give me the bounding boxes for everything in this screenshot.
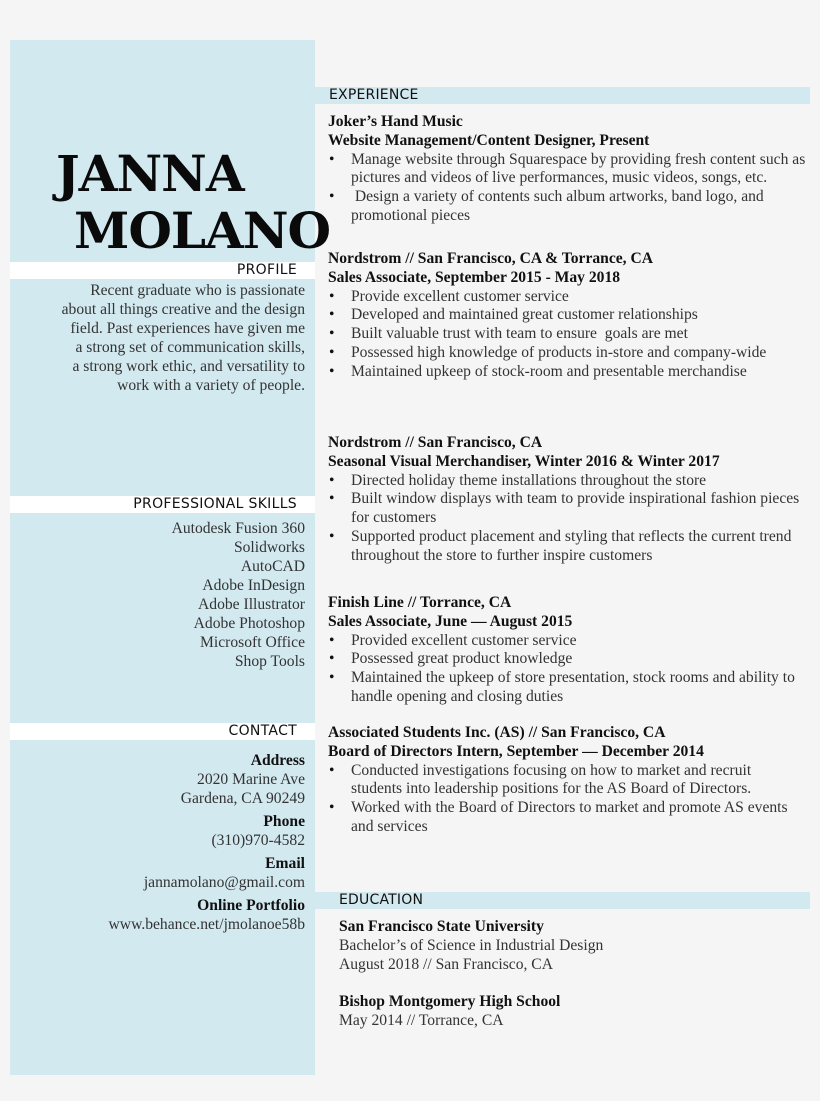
school-date-location: August 2018 // San Francisco, CA <box>339 956 553 973</box>
job-role: Board of Directors Intern, September — December 2014 <box>328 742 704 760</box>
skills-list <box>10 519 315 671</box>
email-value[interactable]: jannamolano@gmail.com <box>143 874 305 891</box>
first-name: JANNA <box>56 144 244 203</box>
job-bullet: • Supported product placement and styling that reflects the current trend throughout the store to further inspire customers <box>328 528 808 566</box>
job-role: Sales Associate, September 2015 - May 2018 <box>328 268 621 286</box>
school-date-location: May 2014 // Torrance, CA <box>339 1012 504 1029</box>
job-org: Finish Line // Torrance, CA <box>328 594 512 611</box>
school-name: Bishop Montgomery High School <box>339 993 561 1010</box>
phone-label: Phone <box>263 813 305 830</box>
job-role: Website Management/Content Designer, Present <box>328 131 650 149</box>
job-bullets <box>328 472 808 566</box>
skills-heading: PROFESSIONAL SKILLS <box>10 496 315 513</box>
school-degree: Bachelor’s of Science in Industrial Design <box>339 937 604 954</box>
job-bullet: • Developed and maintained great customer relationships <box>328 306 808 325</box>
address-label: Address <box>250 752 305 769</box>
phone-value[interactable]: (310)970-4582 <box>211 832 305 849</box>
portfolio-link[interactable]: www.behance.net/jmolanoe58b <box>108 916 305 933</box>
school-name: San Francisco State University <box>339 918 544 935</box>
job-bullets <box>328 762 808 837</box>
job-role: Sales Associate, June — August 2015 <box>328 612 573 630</box>
job-entry <box>328 594 808 707</box>
address-line1: 2020 Marine Ave <box>197 771 305 788</box>
job-bullet: • Provide excellent customer service <box>328 288 808 307</box>
skill-item: Adobe InDesign <box>202 577 305 594</box>
profile-heading: PROFILE <box>10 262 315 279</box>
skill-item: Microsoft Office <box>200 634 305 651</box>
candidate-name <box>10 144 331 260</box>
job-bullet: • Built window displays with team to provide inspirational fashion pieces for customers <box>328 490 808 528</box>
job-bullets <box>328 632 808 707</box>
education-entry <box>339 917 799 974</box>
profile-line: field. Past experiences have given me <box>70 320 305 337</box>
job-bullet: • Design a variety of contents such album artworks, band logo, and promotional pieces <box>328 188 808 226</box>
job-role: Seasonal Visual Merchandiser, Winter 2016 & Winter 2017 <box>328 452 720 470</box>
job-bullet: • Directed holiday theme installations throughout the store <box>328 472 808 491</box>
email-label: Email <box>265 855 305 872</box>
job-bullet: • Manage website through Squarespace by providing fresh content such as pictures and videos of live performances, music videos, songs, etc. <box>328 151 808 189</box>
job-bullet: • Possessed high knowledge of products in-store and company-wide <box>328 344 808 363</box>
skill-item: Adobe Photoshop <box>193 615 305 632</box>
job-bullet: • Conducted investigations focusing on how to market and recruit students into leadership positions for the AS Board of Directors. <box>328 762 808 800</box>
job-entry <box>328 113 808 226</box>
education-heading: EDUCATION <box>315 892 810 909</box>
profile-line: Recent graduate who is passionate <box>90 282 305 299</box>
job-bullets <box>328 288 808 382</box>
job-bullet: • Built valuable trust with team to ensure goals are met <box>328 325 808 344</box>
education-entry <box>339 992 799 1030</box>
skill-item: AutoCAD <box>240 558 305 575</box>
job-org: Nordstrom // San Francisco, CA & Torrance, CA <box>328 250 654 267</box>
job-entry <box>328 250 808 382</box>
experience-heading: EXPERIENCE <box>315 87 810 104</box>
job-bullet: • Possessed great product knowledge <box>328 650 808 669</box>
skill-item: Solidworks <box>233 539 305 556</box>
job-bullet: • Worked with the Board of Directors to market and promote AS events and services <box>328 799 808 837</box>
profile-line: work with a variety of people. <box>117 377 305 394</box>
job-org: Joker’s Hand Music <box>328 113 463 130</box>
job-entry <box>328 434 808 566</box>
skill-item: Shop Tools <box>234 653 305 670</box>
portfolio-label: Online Portfolio <box>197 897 305 914</box>
job-org: Nordstrom // San Francisco, CA <box>328 434 543 451</box>
profile-line: a strong set of communication skills, <box>75 339 305 356</box>
skill-item: Autodesk Fusion 360 <box>171 520 305 537</box>
address-line2: Gardena, CA 90249 <box>180 790 305 807</box>
profile-line: about all things creative and the design <box>61 301 305 318</box>
job-bullet: • Provided excellent customer service <box>328 632 808 651</box>
job-bullet: • Maintained upkeep of stock-room and presentable merchandise <box>328 363 808 382</box>
contact-block <box>10 751 315 938</box>
last-name: MOLANO <box>74 201 331 260</box>
skill-item: Adobe Illustrator <box>198 596 305 613</box>
contact-heading: CONTACT <box>10 723 315 740</box>
job-bullets <box>328 151 808 226</box>
profile-text <box>10 281 315 395</box>
job-bullet: • Maintained the upkeep of store presentation, stock rooms and ability to handle opening and closing duties <box>328 669 808 707</box>
job-org: Associated Students Inc. (AS) // San Francisco, CA <box>328 724 666 741</box>
profile-line: a strong work ethic, and versatility to <box>72 358 305 375</box>
job-entry <box>328 724 808 837</box>
